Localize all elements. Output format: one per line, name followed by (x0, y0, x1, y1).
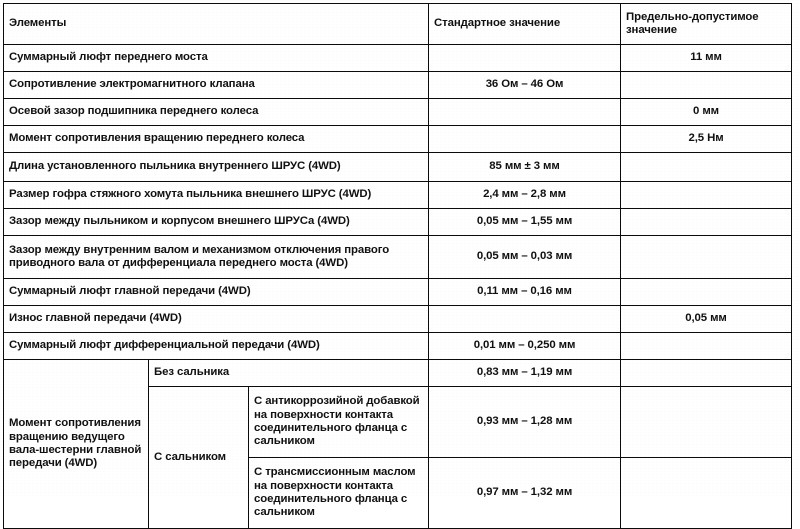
subgroup-limit-value (621, 360, 792, 387)
row-limit-value (621, 333, 792, 360)
row-element-label: Износ главной передачи (4WD) (4, 306, 429, 333)
header-elements: Элементы (4, 4, 429, 45)
row-standard-value (429, 45, 621, 72)
table-row (4, 236, 792, 279)
row-standard-value: 0,11 мм – 0,16 мм (429, 279, 621, 306)
table-row (4, 72, 792, 99)
table-row (4, 153, 792, 182)
table-header-row (4, 4, 792, 45)
row-limit-value: 0 мм (621, 99, 792, 126)
group-label-cell: Момент сопротивления вращению ведущего вала-шестерни главной передачи (4WD) (4, 360, 149, 529)
subgroup-label-no-seal: Без сальника (149, 360, 429, 387)
header-standard-value: Стандартное значение (429, 4, 621, 45)
row-limit-value (621, 153, 792, 182)
table-row (4, 99, 792, 126)
row-element-label: Суммарный люфт переднего моста (4, 45, 429, 72)
row-element-label: Момент сопротивления вращению переднего колеса (4, 126, 429, 153)
table-row (4, 126, 792, 153)
row-limit-value: 0,05 мм (621, 306, 792, 333)
row-limit-value (621, 279, 792, 306)
row-standard-value: 85 мм ± 3 мм (429, 153, 621, 182)
row-element-label: Размер гофра стяжного хомута пыльника внешнего ШРУС (4WD) (4, 182, 429, 209)
row-limit-value (621, 209, 792, 236)
subgroup-detail-transmission-oil: С трансмиссионным маслом на поверхности контакта соединительного фланца с сальником (249, 458, 429, 529)
row-element-label: Сопротивление электромагнитного клапана (4, 72, 429, 99)
row-element-label: Суммарный люфт дифференциальной передачи (4WD) (4, 333, 429, 360)
row-limit-value (621, 182, 792, 209)
grouped-row-no-seal (4, 360, 792, 387)
table-row (4, 279, 792, 306)
subgroup-standard-value: 0,97 мм – 1,32 мм (429, 458, 621, 529)
table-row (4, 209, 792, 236)
row-limit-value: 11 мм (621, 45, 792, 72)
header-limit-value: Предельно-допустимое значение (621, 4, 792, 45)
row-standard-value: 0,05 мм – 1,55 мм (429, 209, 621, 236)
specification-table (3, 3, 792, 529)
subgroup-limit-value (621, 387, 792, 458)
row-standard-value: 0,05 мм – 0,03 мм (429, 236, 621, 279)
row-standard-value (429, 306, 621, 333)
subgroup-limit-value (621, 458, 792, 529)
row-standard-value (429, 126, 621, 153)
row-standard-value: 2,4 мм – 2,8 мм (429, 182, 621, 209)
row-standard-value: 0,01 мм – 0,250 мм (429, 333, 621, 360)
subgroup-standard-value: 0,83 мм – 1,19 мм (429, 360, 621, 387)
row-element-label: Зазор между внутренним валом и механизмом отключения правого приводного вала от дифференциала переднего моста (4WD) (4, 236, 429, 279)
table-row (4, 306, 792, 333)
row-element-label: Осевой зазор подшипника переднего колеса (4, 99, 429, 126)
row-standard-value (429, 99, 621, 126)
row-element-label: Длина установленного пыльника внутреннего ШРУС (4WD) (4, 153, 429, 182)
subgroup-detail-anticorrosion: С антикоррозийной добавкой на поверхности контакта соединительного фланца с сальником (249, 387, 429, 458)
subgroup-standard-value: 0,93 мм – 1,28 мм (429, 387, 621, 458)
table-row (4, 45, 792, 72)
row-element-label: Суммарный люфт главной передачи (4WD) (4, 279, 429, 306)
table-row (4, 333, 792, 360)
row-limit-value: 2,5 Нм (621, 126, 792, 153)
row-limit-value (621, 72, 792, 99)
row-standard-value: 36 Ом – 46 Ом (429, 72, 621, 99)
row-limit-value (621, 236, 792, 279)
row-element-label: Зазор между пыльником и корпусом внешнего ШРУСа (4WD) (4, 209, 429, 236)
subgroup-label-with-seal: С сальником (149, 387, 249, 529)
table-row (4, 182, 792, 209)
